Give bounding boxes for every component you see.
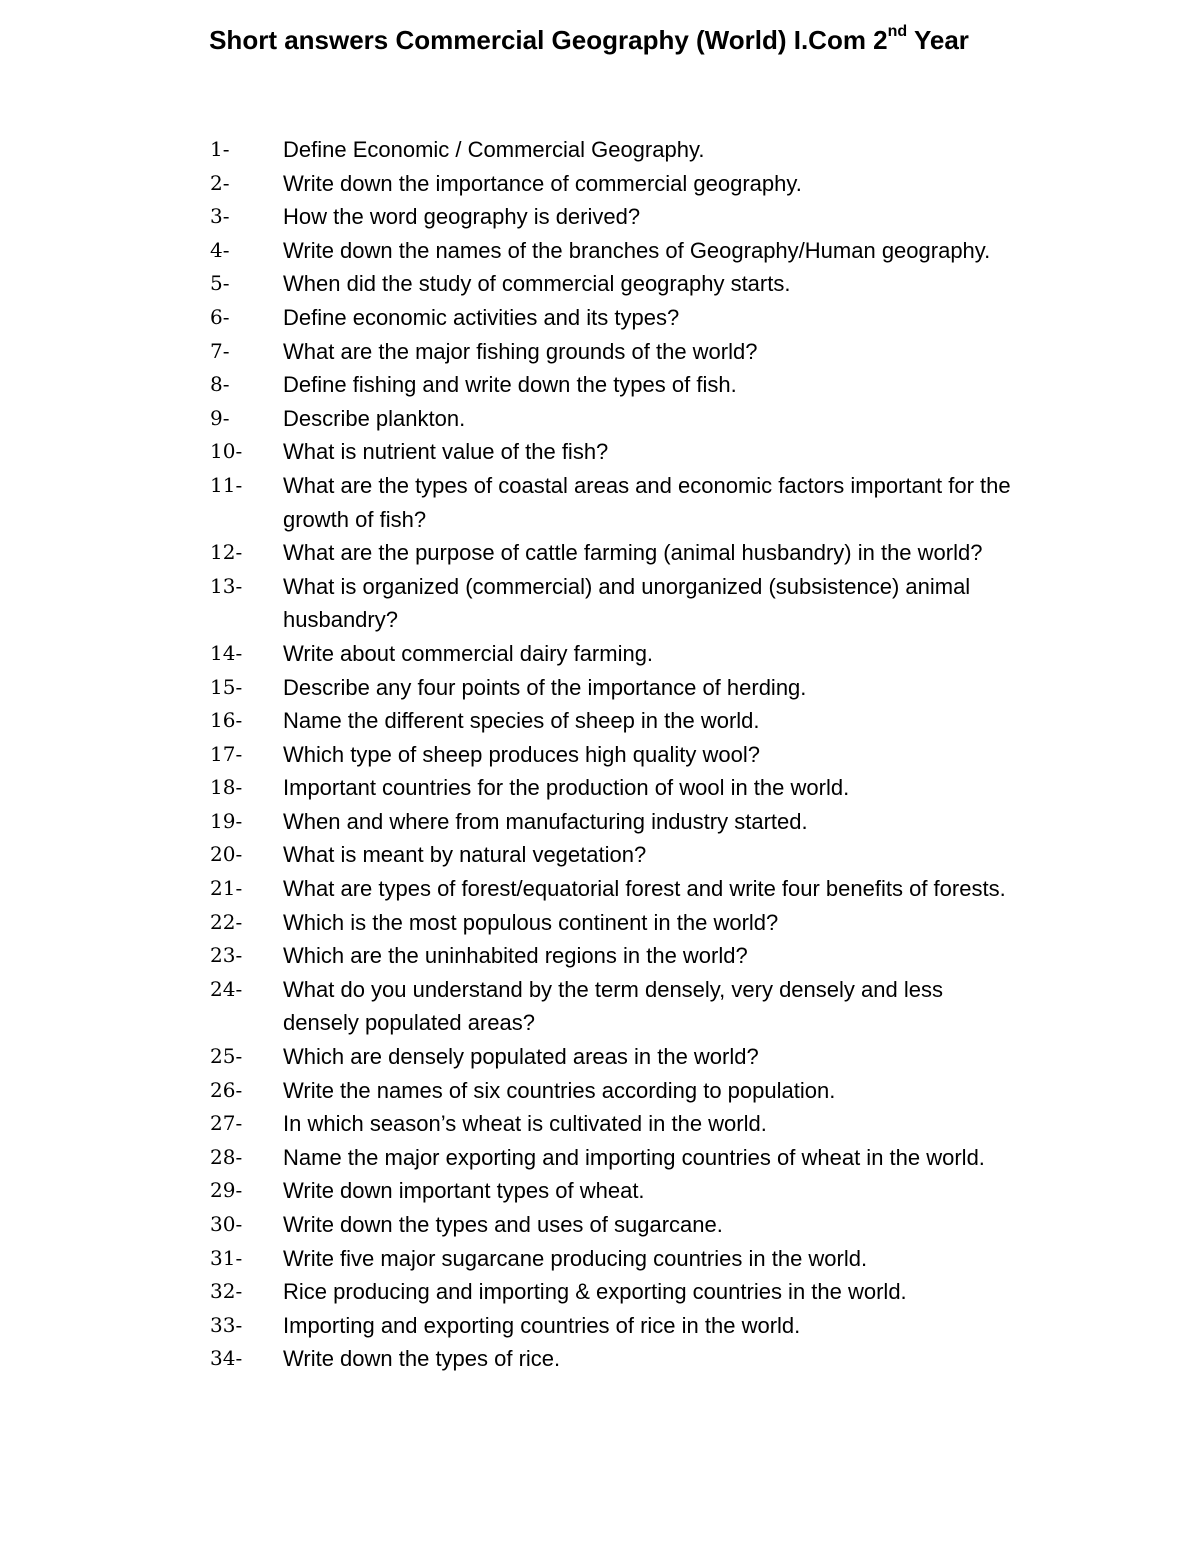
question-item [0,167,1200,201]
question-item [0,301,1200,335]
question-number: 28- [210,1144,243,1169]
question-item [0,838,1200,872]
question-number: 26- [210,1077,243,1102]
question-item [0,939,1200,973]
question-item [0,435,1200,469]
question-item [0,133,1200,167]
question-text: What are the major fishing grounds of the world? [283,338,758,364]
question-text: What is meant by natural vegetation? [283,842,647,868]
question-number: 32- [210,1279,243,1304]
question-item [0,1309,1200,1343]
question-number: 25- [210,1044,243,1069]
question-number: 10- [210,439,243,464]
question-item [0,1074,1200,1108]
question-number: 31- [210,1245,243,1270]
question-item [0,671,1200,705]
question-item [0,200,1200,234]
question-text: Write down the types and uses of sugarcane. [283,1212,723,1237]
question-text: Write five major sugarcane producing countries in the world. [283,1245,868,1271]
question-number: 29- [210,1178,243,1203]
question-number: 12- [210,540,243,565]
title-main: Short answers Commercial Geography (World) I.Com 2 [209,25,888,55]
question-number: 15- [210,674,243,699]
question-text: What do you understand by the term densely, very densely and less densely populated areas? [283,976,943,1036]
question-number: 14- [210,640,243,665]
question-number: 1- [210,137,230,161]
question-number: 18- [210,775,243,800]
page-title [0,20,1178,60]
question-item [0,771,1200,805]
title-superscript: nd [887,23,908,41]
question-text: Define Economic / Commercial Geography. [283,137,705,162]
question-text: What are the purpose of cattle farming (animal husbandry) in the world? [283,540,983,566]
question-number: 30- [210,1212,243,1236]
question-item [0,335,1200,369]
question-text: Rice producing and importing & exporting countries in the world. [283,1279,907,1305]
question-item [0,1107,1200,1141]
question-number: 34- [210,1346,243,1371]
question-number: 11- [210,472,243,497]
question-item [0,570,1200,637]
question-number: 33- [210,1312,243,1337]
question-item [0,637,1200,671]
question-item [0,906,1200,940]
question-number: 13- [210,573,243,598]
question-item [0,1174,1200,1208]
question-number: 21- [210,876,243,901]
question-item [0,1242,1200,1276]
question-item [0,738,1200,772]
question-number: 22- [210,909,243,934]
question-text: What is organized (commercial) and unorganized (subsistence) animal husbandry? [283,573,971,633]
question-text: Name the different species of sheep in the world. [283,708,760,734]
question-item [0,872,1200,906]
question-item [0,704,1200,738]
question-number: 9- [210,405,230,430]
question-text: Write down the importance of commercial geography. [283,170,802,196]
question-text: Important countries for the production of wool in the world. [283,775,850,801]
question-text: When did the study of commercial geography starts. [283,271,791,297]
question-number: 17- [210,741,243,766]
question-item [0,1208,1200,1242]
question-item [0,805,1200,839]
question-number: 5- [210,271,230,296]
question-text: Describe any four points of the importance of herding. [283,674,807,700]
question-number: 23- [210,943,243,968]
question-text: Importing and exporting countries of rice in the world. [283,1312,801,1338]
question-text: Write the names of six countries according to population. [283,1077,836,1103]
question-item [0,368,1200,402]
question-text: Define fishing and write down the types of fish. [283,372,737,398]
question-item [0,402,1200,436]
question-text: Which type of sheep produces high quality wool? [283,741,760,767]
question-number: 19- [210,808,243,833]
question-text: When and where from manufacturing industry started. [283,808,808,834]
question-text: Describe plankton. [283,405,466,431]
question-number: 3- [210,204,230,229]
question-list [0,133,1200,1376]
title-suffix: Year [907,25,969,55]
question-item [0,267,1200,301]
question-text: Define economic activities and its types? [283,304,680,330]
question-number: 6- [210,304,230,329]
question-text: What are types of forest/equatorial forest and write four benefits of forests. [283,876,1006,902]
question-item [0,973,1200,1040]
question-item [0,469,1200,536]
question-number: 4- [210,237,230,262]
question-number: 7- [210,338,230,363]
question-number: 20- [210,842,243,867]
question-text: Which is the most populous continent in the world? [283,909,779,935]
question-item [0,234,1200,268]
question-number: 24- [210,976,243,1001]
question-number: 2- [210,170,230,195]
question-item [0,1342,1200,1376]
question-text: Which are densely populated areas in the world? [283,1044,759,1070]
question-number: 8- [210,372,230,397]
question-number: 16- [210,708,243,733]
question-text: Write down important types of wheat. [283,1178,645,1204]
question-text: Which are the uninhabited regions in the world? [283,943,748,969]
question-item [0,1040,1200,1074]
question-text: What is nutrient value of the fish? [283,439,609,465]
question-item [0,1141,1200,1175]
question-text: Name the major exporting and importing countries of wheat in the world. [283,1144,985,1170]
question-text: Write about commercial dairy farming. [283,640,654,666]
question-text: How the word geography is derived? [283,204,641,230]
question-text: Write down the types of rice. [283,1346,561,1372]
question-item [0,536,1200,570]
question-text: In which season’s wheat is cultivated in the world. [283,1111,767,1137]
question-text: What are the types of coastal areas and economic factors important for the growth of fish? [283,472,1011,532]
question-text: Write down the names of the branches of Geography/Human geography. [283,237,991,263]
question-number: 27- [210,1111,243,1136]
question-item [0,1275,1200,1309]
